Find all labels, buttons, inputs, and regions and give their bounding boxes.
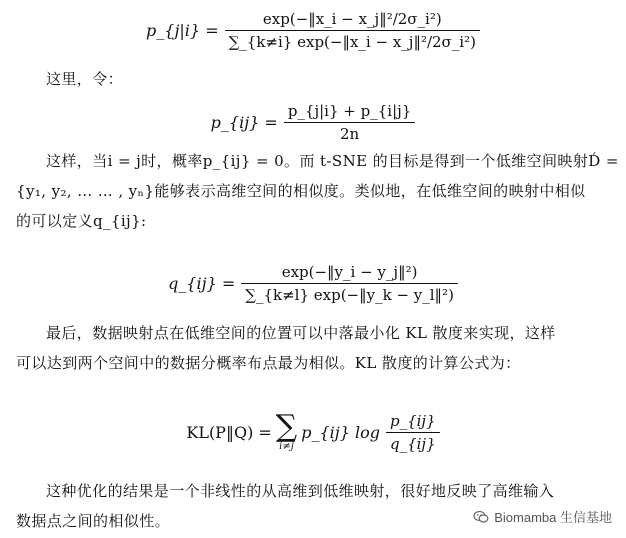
paragraph-tsne-goal [16, 146, 619, 236]
summation [275, 408, 298, 452]
watermark [473, 507, 612, 526]
paragraph-let [16, 64, 626, 94]
eq3-numerator: exp(−‖y_i − y_j‖²) [281, 262, 418, 281]
eq2-numerator: p_{j|i} + p_{i|j} [287, 101, 412, 120]
eq2-fraction [284, 102, 416, 143]
conclusion-line-1: 这种优化的结果是一个非线性的从高维到低维映射，很好地反映了高维输入 [46, 482, 555, 500]
equation-joint-probability [0, 96, 626, 148]
equation-low-dim-similarity [0, 254, 626, 312]
tsne-line-2: {y₁, y₂, … … , yₙ}能够表示高维空间的相似度。类似地，在低维空间的映射中相似 [16, 182, 586, 200]
eq2-lhs: p_{ij} = [210, 112, 278, 132]
tsne-line-1: 这样，当i = j时，概率p_{ij} = 0。而 t-SNE 的目标是得到一个低维空间映射D́ = [46, 152, 619, 170]
equation-kl-divergence [0, 400, 626, 464]
conclusion-line-2: 数据点之间的相似性。 [16, 512, 171, 530]
fraction-bar [241, 283, 458, 284]
eq3-denominator: ∑_{k≠l} exp(−‖y_k − y_l‖²) [245, 285, 454, 304]
eq4-lhs: KL(P‖Q) = [186, 422, 272, 442]
eq1-lhs: p_{j|i} = [146, 20, 219, 40]
fraction-bar [284, 122, 416, 123]
eq4-numerator: p_{ij} [389, 411, 436, 430]
text-let: 这里，令： [46, 70, 124, 88]
eq1-fraction [225, 10, 480, 51]
eq3-fraction [241, 263, 458, 304]
fraction-bar [225, 30, 480, 31]
fraction-bar [386, 432, 440, 433]
wechat-icon [473, 509, 489, 525]
eq1-denominator: ∑_{k≠i} exp(−‖x_i − x_j‖²/2σ_i²) [228, 32, 476, 51]
eq1-numerator: exp(−‖x_i − x_j‖²/2σ_i²) [262, 9, 442, 28]
eq2-denominator: 2n [339, 124, 360, 143]
sigma-symbol: ∑ [275, 408, 298, 444]
eq4-term: p_{ij} log [301, 422, 380, 442]
paragraph-conclusion [16, 476, 608, 536]
eq3-lhs: q_{ij} = [168, 273, 236, 293]
kl-line-1: 最后，数据映射点在低维空间的位置可以中落最小化 KL 散度来实现，这样 [46, 324, 556, 342]
equation-conditional-probability [0, 2, 626, 58]
kl-line-2: 可以达到两个空间中的数据分概率布点最为相似。KL 散度的计算公式为： [16, 354, 521, 372]
tsne-line-3: 的可以定义q_{ij}: [16, 212, 147, 230]
watermark-text: Biomamba 生信基地 [494, 510, 612, 525]
eq4-denominator: q_{ij} [389, 434, 436, 453]
eq4-fraction [386, 412, 440, 453]
sum-subscript: i≠j [279, 440, 294, 452]
paragraph-kl [16, 318, 608, 378]
